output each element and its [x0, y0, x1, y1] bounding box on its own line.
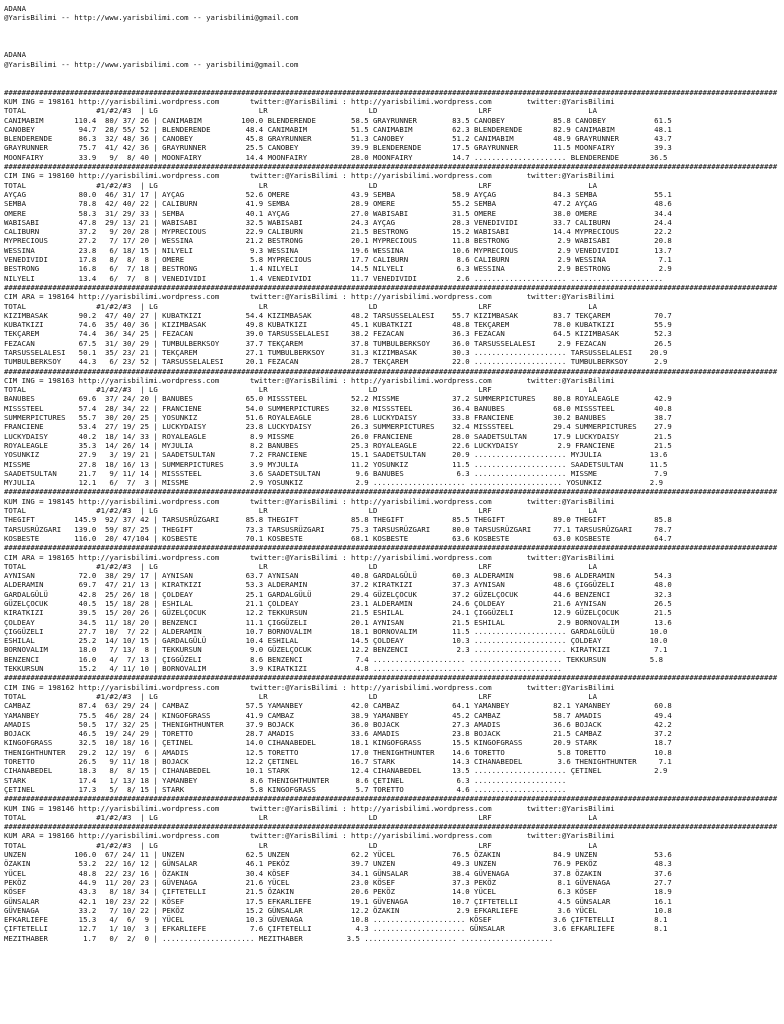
text-line: KINGOFGRASS 32.5 10/ 18/ 16 | ÇETINEL 14.0 CIHANABEDEL 18.1 KINGOFGRASS 15.5 KINGOFGRASS 20.9 STARK 18.7 — [4, 738, 672, 748]
text-line: GÜZELÇOCUK 40.5 15/ 18/ 28 | ESHILAL 21.1 ÇOLDEAY 23.1 ALDERAMIN 24.6 ÇOLDEAY 21.6 AYNISAN 26.5 — [4, 599, 672, 608]
text-line: SEMBA 78.8 42/ 40/ 22 | CALIBURN 41.9 SEMBA 28.9 OMERE 55.2 SEMBA 47.2 AYÇAG 48.6 — [4, 199, 672, 209]
text-line — [4, 41, 784, 50]
text-line: KOSBESTE 116.0 20/ 47/104 | KOSBESTE 70.1 KOSBESTE 68.1 KOSBESTE 63.6 KOSBESTE 63.0 KOSBESTE 64.7 — [4, 533, 672, 543]
text-line: BANUBES 69.6 37/ 24/ 20 | BANUBES 65.0 MISSSTEEL 52.2 MISSME 37.2 SUMMERPICTURES 80.8 ROYALEAGLE 42.9 — [4, 394, 672, 404]
text-line: AYNISAN 72.0 38/ 29/ 17 | AYNISAN 63.7 AYNISAN 40.8 GARDALGÜLÜ 60.3 ALDERAMIN 98.6 ALDERAMIN 54.3 — [4, 571, 672, 581]
text-line: PEKÖZ 44.9 11/ 20/ 23 | GÜVENAGA 21.6 YÜCEL 23.0 KÖSEF 37.3 PEKÖZ 8.1 GÜVENAGA 27.7 — [4, 877, 672, 887]
text-line: OMERE 58.3 31/ 29/ 33 | SEMBA 40.1 AYÇAG 27.0 WABISABI 31.5 OMERE 38.0 OMERE 34.4 — [4, 208, 672, 218]
text-line: FRANCIENE 53.4 27/ 19/ 25 | LUCKYDAISY 23.8 LUCKYDAISY 26.3 SUMMERPICTURES 32.4 MISSSTEEL 29.4 SUMMERPICTURES 27.9 — [4, 422, 672, 432]
text-line: GÜVENAGA 33.2 7/ 10/ 22 | PEKÖZ 15.2 GÜNSALAR 12.2 ÖZAKIN 2.9 EFKARLIEFE 3.6 YÜCEL 10.8 — [4, 905, 672, 915]
text-line: MOONFAIRY 33.9 9/ 8/ 40 | MOONFAIRY 14.4 MOONFAIRY 28.0 MOONFAIRY 14.7 ..................... BLENDERENDE 36.5 — [4, 152, 668, 162]
text-line: ÇIGGÜZELI 27.7 10/ 7/ 22 | ALDERAMIN 10.7 BORNOVALIM 18.1 BORNOVALIM 11.5 ..................... GARDALGÜLÜ 10.0 — [4, 626, 668, 636]
text-line: TOTAL #1/#2/#3 | LG LR LD LRF LA — [4, 106, 598, 116]
text-line: ALDERAMIN 69.7 47/ 21/ 13 | KIRATKIZI 53.3 ALDERAMIN 37.2 KIRATKIZI 37.3 AYNISAN 48.6 ÇIGGÜZELI 48.0 — [4, 580, 672, 590]
text-line: KUM ING = 198161 http://yarisbilimi.wordpress.com twitter:@YarisBilimi : http://yarisbilimi.wordpress.com twitter:@YarisBilimi — [4, 96, 615, 106]
text-line: VENEDIVIDI 17.8 8/ 8/ 8 | OMERE 5.8 MYPRECIOUS 17.7 CALIBURN 8.6 CALIBURN 2.9 WESSINA 7.1 — [4, 255, 672, 265]
text-line: KÖSEF 43.3 8/ 18/ 34 | ÇIFTETELLI 21.5 ÖZAKIN 20.6 PEKÖZ 14.0 YÜCEL 6.3 KÖSEF 18.9 — [4, 887, 672, 897]
text-line: ÖZAKIN 53.2 22/ 16/ 12 | GÜNSALAR 46.1 PEKÖZ 39.7 UNZEN 49.3 UNZEN 76.9 PEKÖZ 48.3 — [4, 859, 672, 869]
text-line: KUM ARA = 198166 http://yarisbilimi.wordpress.com twitter:@YarisBilimi : http://yarisbilimi.wordpress.com twitter:@YarisBilimi — [4, 831, 615, 841]
text-line: GRAYRUNNER 75.7 41/ 42/ 36 | GRAYRUNNER 25.5 CANOBEY 39.9 BLENDERENDE 17.5 GRAYRUNNER 11.5 MOONFAIRY 39.3 — [4, 143, 672, 153]
text-line: MISSSTEEL 57.4 28/ 34/ 22 | FRANCIENE 54.0 SUMMERPICTURES 32.0 MISSSTEEL 36.4 BANUBES 68.0 MISSSTEEL 40.8 — [4, 403, 672, 413]
text-line: MYJULIA 12.1 6/ 7/ 3 | MISSME 2.9 YOSUNKIZ 2.9 ..................... ..................... YOSUNKIZ 2.9 — [4, 478, 663, 488]
text-line: LUCKYDAISY 40.2 18/ 14/ 33 | ROYALEAGLE 8.9 MISSME 26.0 FRANCIENE 28.0 SAADETSULTAN 17.9 LUCKYDAISY 21.5 — [4, 431, 672, 441]
text-line: ÇETINEL 17.3 5/ 8/ 15 | STARK 5.8 KINGOFGRASS 5.7 TORETTO 4.6 ..................... — [4, 784, 571, 794]
text-line: SAADETSULTAN 21.7 9/ 11/ 14 | MISSSTEEL 3.6 SAADETSULTAN 9.6 BANUBES 6.3 ..................... MISSME 7.9 — [4, 468, 668, 478]
text-line: TEKÇAREM 74.4 36/ 34/ 25 | FEZACAN 39.0 TARSUSSELALESI 38.2 FEZACAN 36.3 FEZACAN 64.5 KIZIMBASAK 52.3 — [4, 329, 672, 339]
text-line: MYPRECIOUS 27.2 7/ 17/ 20 | WESSINA 21.2 BESTRONG 20.1 MYPRECIOUS 11.8 BESTRONG 2.9 WABISABI 20.8 — [4, 236, 672, 246]
text-line: ÇOLDEAY 34.5 11/ 18/ 20 | BENZENCI 11.1 ÇIGGÜZELI 20.1 AYNISAN 21.5 ESHILAL 2.9 BORNOVALIM 13.6 — [4, 617, 672, 627]
text-line: YÜCEL 48.8 22/ 23/ 16 | ÖZAKIN 30.4 KÖSEF 34.1 GÜNSALAR 38.4 GÜVENAGA 37.8 ÖZAKIN 37.6 — [4, 868, 672, 878]
text-line — [4, 78, 784, 87]
text-line: GARDALGÜLÜ 42.8 25/ 26/ 18 | ÇOLDEAY 25.1 GARDALGÜLÜ 29.4 GÜZELÇOCUK 37.2 GÜZELÇOCUK 44.6 BENZENCI 32.3 — [4, 589, 672, 599]
text-line — [4, 23, 784, 32]
text-line: MEZITHABER 1.7 0/ 2/ 0 | ..................... MEZITHABER 3.5 ..................... ..................... — [4, 933, 558, 943]
text-line: WESSINA 23.8 6/ 18/ 15 | NILYELI 9.3 WESSINA 19.6 WESSINA 10.6 MYPRECIOUS 2.9 VENEDIVIDI 13.7 — [4, 245, 672, 255]
text-line: AYÇAG 80.0 46/ 31/ 17 | AYÇAG 52.6 OMERE 43.9 SEMBA 58.9 AYÇAG 84.3 SEMBA 55.1 — [4, 189, 672, 199]
text-line: CIM ING = 198163 http://yarisbilimi.wordpress.com twitter:@YarisBilimi : http://yarisbilimi.wordpress.com twitter:@YarisBilimi — [4, 375, 615, 385]
text-line: TOTAL #1/#2/#3 | LG LR LD LRF LA — [4, 180, 598, 190]
text-line: ################################################################################################################################################################################ — [4, 543, 778, 553]
text-line: KIRATKIZI 39.5 15/ 20/ 26 | GÜZELÇOCUK 12.2 TEKKURSUN 21.5 ESHILAL 24.1 ÇIGGÜZELI 12.9 GÜZELÇOCUK 21.5 — [4, 608, 672, 618]
text-line: CIM ING = 198160 http://yarisbilimi.wordpress.com twitter:@YarisBilimi : http://yarisbilimi.wordpress.com twitter:@YarisBilimi — [4, 171, 615, 181]
text-line: WABISABI 47.8 29/ 13/ 21 | WABISABI 32.5 WABISABI 24.3 AYÇAG 28.3 VENEDIVIDI 33.7 CALIBURN 24.4 — [4, 217, 672, 227]
text-line: CALIBURN 37.2 9/ 20/ 28 | MYPRECIOUS 22.9 CALIBURN 21.5 BESTRONG 15.2 WABISABI 14.4 MYPRECIOUS 22.2 — [4, 227, 672, 237]
text-line: AMADIS 50.5 17/ 32/ 25 | THENIGHTHUNTER 37.9 BOJACK 36.0 BOJACK 27.3 AMADIS 36.6 BOJACK 42.2 — [4, 719, 672, 729]
text-line: THENIGHTHUNTER 29.2 12/ 19/ 6 | AMADIS 12.5 TORETTO 17.0 THENIGHTHUNTER 14.6 TORETTO 5.8 TORETTO 10.8 — [4, 747, 672, 757]
text-line: TORETTO 26.5 9/ 11/ 18 | BOJACK 12.2 ÇETINEL 16.7 STARK 14.3 CIHANABEDEL 3.6 THENIGHTHUNTER 7.1 — [4, 757, 672, 767]
text-line: FEZACAN 67.5 31/ 30/ 29 | TUMBULBERKSOY 37.7 TEKÇAREM 37.8 TUMBULBERKSOY 36.0 TARSUSSELALESI 2.9 FEZACAN 26.5 — [4, 338, 672, 348]
text-line: TOTAL #1/#2/#3 | LG LR LD LRF LA — [4, 691, 598, 701]
text-line: ################################################################################################################################################################################ — [4, 87, 778, 97]
text-line — [4, 32, 784, 41]
text-line: BOJACK 46.5 19/ 24/ 29 | TORETTO 28.7 AMADIS 33.6 AMADIS 23.8 BOJACK 21.5 CAMBAZ 37.2 — [4, 729, 672, 739]
text-line: KUBATKIZI 74.6 35/ 40/ 36 | KIZIMBASAK 49.8 KUBATKIZI 45.1 KUBATKIZI 48.8 TEKÇAREM 78.0 KUBATKIZI 55.9 — [4, 320, 672, 330]
text-line: GÜNSALAR 42.1 10/ 23/ 22 | KÖSEF 17.5 EFKARLIEFE 19.1 GÜVENAGA 10.7 ÇIFTETELLI 4.5 GÜNSALAR 16.1 — [4, 896, 672, 906]
text-line: ################################################################################################################################################################################ — [4, 282, 778, 292]
text-line — [4, 69, 784, 78]
text-line: KIZIMBASAK 90.2 47/ 40/ 27 | KUBATKIZI 54.4 KIZIMBASAK 48.2 TARSUSSELALESI 55.7 KIZIMBASAK 83.7 TEKÇAREM 70.7 — [4, 310, 672, 320]
text-line: TOTAL #1/#2/#3 | LG LR LD LRF LA — [4, 840, 598, 850]
text-line: UNZEN 106.0 67/ 24/ 11 | UNZEN 62.5 UNZEN 62.2 YÜCEL 76.5 ÖZAKIN 84.9 UNZEN 53.6 — [4, 850, 672, 860]
text-line: ################################################################################################################################################################################ — [4, 162, 778, 172]
text-line: ESHILAL 25.2 14/ 10/ 15 | GARDALGÜLÜ 10.4 ESHILAL 14.5 ÇOLDEAY 10.3 ..................... ÇOLDEAY 10.0 — [4, 636, 668, 646]
text-line: YAMANBEY 75.5 46/ 28/ 24 | KINGOFGRASS 41.9 CAMBAZ 38.9 YAMANBEY 45.2 CAMBAZ 58.7 AMADIS 49.4 — [4, 710, 672, 720]
text-line: CANIMABIM 110.4 80/ 37/ 26 | CANIMABIM 100.0 BLENDERENDE 58.5 GRAYRUNNER 83.5 CANOBEY 85.8 CANOBEY 61.5 — [4, 115, 672, 125]
text-line: ################################################################################################################################################################################ — [4, 794, 778, 804]
text-line: BENZENCI 16.0 4/ 7/ 13 | ÇIGGÜZELI 8.6 BENZENCI 7.4 ..................... ..................... TEKKURSUN 5.8 — [4, 654, 663, 664]
text-line: CIHANABEDEL 18.3 8/ 8/ 15 | CIHANABEDEL 10.1 STARK 12.4 CIHANABEDEL 13.5 ..................... ÇETINEL 2.9 — [4, 766, 668, 776]
text-line: CIM ARA = 198165 http://yarisbilimi.wordpress.com twitter:@YarisBilimi : http://yarisbilimi.wordpress.com twitter:@YarisBilimi — [4, 552, 615, 562]
text-line: TUMBULBERKSOY 44.3 6/ 23/ 52 | TARSUSSELALESI 20.1 FEZACAN 28.7 TEKÇAREM 22.0 ..................... TUMBULBERKSOY 2.9 — [4, 357, 668, 367]
text-line: KUM ING = 198145 http://yarisbilimi.wordpress.com twitter:@YarisBilimi : http://yarisbilimi.wordpress.com twitter:@YarisBilimi — [4, 496, 615, 506]
text-line: TOTAL #1/#2/#3 | LG LR LD LRF LA — [4, 301, 598, 311]
text-line: CAMBAZ 87.4 63/ 29/ 24 | CAMBAZ 57.5 YAMANBEY 42.0 CAMBAZ 64.1 YAMANBEY 82.1 YAMANBEY 60.8 — [4, 701, 672, 711]
text-line: SUMMERPICTURES 55.7 30/ 20/ 25 | YOSUNKIZ 51.6 ROYALEAGLE 28.6 LUCKYDAISY 33.8 FRANCIENE 30.2 BANUBES 38.7 — [4, 413, 672, 423]
text-line: BORNOVALIM 18.0 7/ 13/ 8 | TEKKURSUN 9.0 GÜZELÇOCUK 12.2 BENZENCI 2.3 ..................... KIRATKIZI 7.1 — [4, 645, 668, 655]
text-line: TARSUSRÜZGARI 139.0 59/ 87/ 25 | THEGIFT 73.3 TARSUSRÜZGARI 75.3 TARSUSRÜZGARI 80.0 TARSUSRÜZGARI 77.1 TARSUSRÜZGARI 78.7 — [4, 524, 672, 534]
text-line: CANOBEY 94.7 28/ 55/ 52 | BLENDERENDE 48.4 CANIMABIM 51.5 CANIMABIM 62.3 BLENDERENDE 82.9 CANIMABIM 48.1 — [4, 124, 672, 134]
text-line: MISSME 27.8 18/ 16/ 13 | SUMMERPICTURES 3.9 MYJULIA 11.2 YOSUNKIZ 11.5 ..................... SAADETSULTAN 11.5 — [4, 459, 668, 469]
text-line: BESTRONG 16.8 6/ 7/ 18 | BESTRONG 1.4 NILYELI 14.5 NILYELI 6.3 WESSINA 2.9 BESTRONG 2.9 — [4, 264, 672, 274]
text-line: ################################################################################################################################################################################ — [4, 487, 778, 497]
text-line: TOTAL #1/#2/#3 | LG LR LD LRF LA — [4, 506, 598, 516]
text-line: TARSUSSELALESI 50.1 35/ 23/ 21 | TEKÇAREM 27.1 TUMBULBERKSOY 31.3 KIZIMBASAK 30.3 ..................... TARSUSSELALESI 20.9 — [4, 347, 668, 357]
text-line: TOTAL #1/#2/#3 | LG LR LD LRF LA — [4, 385, 598, 395]
text-line: ################################################################################################################################################################################ — [4, 673, 778, 683]
text-line: ÇIFTETELLI 12.7 1/ 10/ 3 | EFKARLIEFE 7.6 ÇIFTETELLI 4.3 ..................... GÜNSALAR 3.6 EFKARLIEFE 8.1 — [4, 924, 668, 934]
text-line: CIM ING = 198162 http://yarisbilimi.wordpress.com twitter:@YarisBilimi : http://yarisbilimi.wordpress.com twitter:@YarisBilimi — [4, 682, 615, 692]
text-line: ADANA — [4, 4, 26, 13]
text-line: BLENDERENDE 86.3 32/ 48/ 36 | CANOBEY 45.8 GRAYRUNNER 51.3 CANOBEY 51.2 CANIMABIM 48.9 GRAYRUNNER 43.7 — [4, 134, 672, 144]
text-line: ################################################################################################################################################################################ — [4, 822, 778, 832]
text-line: @YarisBilimi -- http://www.yarisbilimi.com -- yarisbilimi@gmail.com — [4, 59, 299, 69]
text-line: KUM ING = 198146 http://yarisbilimi.wordpress.com twitter:@YarisBilimi : http://yarisbilimi.wordpress.com twitter:@YarisBilimi — [4, 803, 615, 813]
text-line: TOTAL #1/#2/#3 | LG LR LD LRF LA — [4, 561, 598, 571]
text-line: @YarisBilimi -- http://www.yarisbilimi.com -- yarisbilimi@gmail.com — [4, 13, 299, 23]
text-line: TOTAL #1/#2/#3 | LG LR LD LRF LA — [4, 812, 598, 822]
text-line: ROYALEAGLE 35.3 14/ 26/ 14 | MYJULIA 8.2 BANUBES 25.3 ROYALEAGLE 22.6 LUCKYDAISY 2.9 FRANCIENE 21.5 — [4, 440, 672, 450]
text-line: STARK 17.4 1/ 13/ 18 | YAMANBEY 8.6 THENIGHTHUNTER 8.6 ÇETINEL 6.3 ..................... — [4, 775, 571, 785]
text-line: NILYELI 13.4 6/ 7/ 8 | VENEDIVIDI 1.4 VENEDIVIDI 11.7 VENEDIVIDI 2.6 ..................... ..................... — [4, 273, 668, 283]
text-line: EFKARLIEFE 15.3 4/ 6/ 9 | YÜCEL 10.3 GÜVENAGA 10.8 ..................... KÖSEF 3.6 ÇIFTETELLI 8.1 — [4, 915, 668, 925]
text-line: THEGIFT 145.9 92/ 37/ 42 | TARSUSRÜZGARI 85.8 THEGIFT 85.8 THEGIFT 85.5 THEGIFT 89.0 THEGIFT 85.8 — [4, 515, 672, 525]
text-line: ADANA — [4, 50, 26, 60]
text-line: YOSUNKIZ 27.9 3/ 19/ 21 | SAADETSULTAN 7.2 FRANCIENE 15.1 SAADETSULTAN 20.9 ..................... MYJULIA 13.6 — [4, 450, 668, 460]
text-line: CIM ARA = 198164 http://yarisbilimi.wordpress.com twitter:@YarisBilimi : http://yarisbilimi.wordpress.com twitter:@YarisBilimi — [4, 292, 615, 302]
text-line: TEKKURSUN 15.2 4/ 11/ 10 | BORNOVALIM 3.9 KIRATKIZI 4.8 ..................... ..................... — [4, 664, 567, 674]
text-line: ################################################################################################################################################################################ — [4, 366, 778, 376]
